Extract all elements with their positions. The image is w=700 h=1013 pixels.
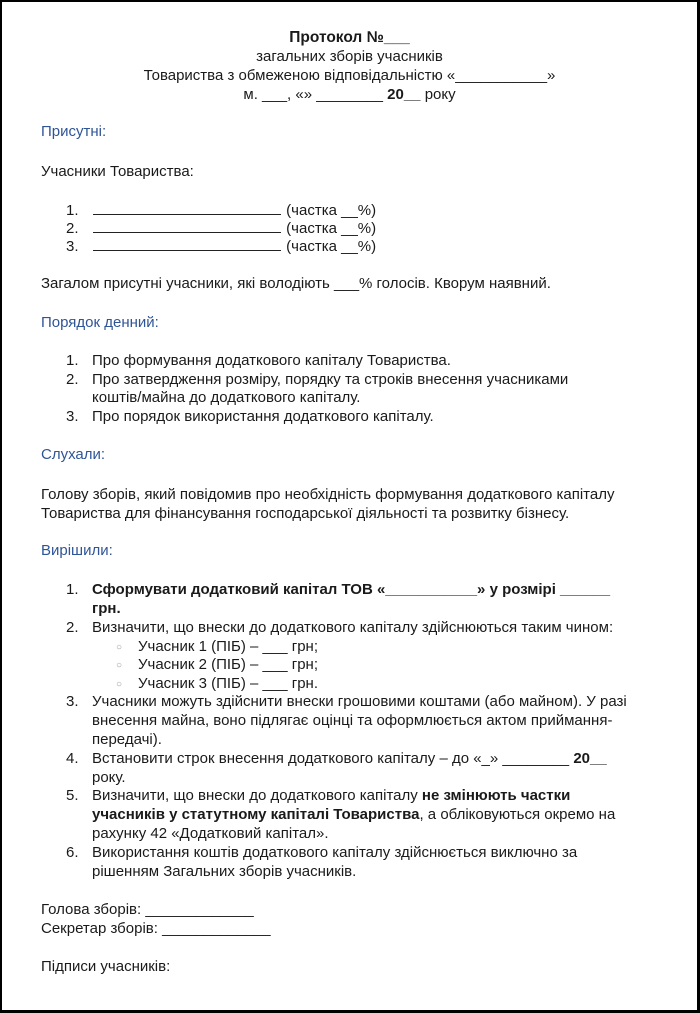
decision-item	[66, 581, 610, 598]
decision-text: Використання коштів додаткового капіталу здійснюється виключно за	[92, 844, 578, 861]
decision-text: Учасники можуть здійснити внески грошовими коштами (або майном). У разі	[92, 693, 627, 710]
decision-text: Визначити, що внески до додаткового капіталу здійснюються таким чином:	[92, 619, 614, 636]
section-heading-present: Присутні:	[41, 123, 107, 140]
participant-row	[66, 237, 376, 255]
deadline-year: 20__	[573, 750, 607, 767]
document-title: Протокол №___	[289, 29, 410, 46]
list-number: 6.	[66, 844, 79, 861]
list-number: 1.	[66, 202, 79, 219]
decision-text-continued: рахунку 42 «Додатковий капітал».	[92, 825, 329, 842]
decision-item	[66, 750, 607, 767]
decision-text: Встановити строк внесення додаткового капіталу – до «_» ________	[92, 750, 574, 767]
decision-item	[66, 619, 613, 636]
participant-row	[66, 219, 376, 237]
decision-text-continued: передачі).	[92, 731, 162, 748]
list-number: 4.	[66, 750, 79, 767]
participants-signatures-label: Підписи учасників:	[41, 958, 171, 975]
quorum-text: Загалом присутні учасники, які володіють ___% голосів. Кворум наявний.	[41, 275, 551, 292]
participants-label: Учасники Товариства:	[41, 163, 194, 180]
decision-emphasis: не змінюють частки	[421, 787, 571, 804]
year-suffix: року	[424, 86, 456, 103]
contribution-subitem	[116, 675, 318, 692]
circle-bullet-icon: ○	[116, 659, 123, 671]
agenda-item	[66, 371, 568, 388]
year: 20__	[387, 86, 421, 103]
agenda-text: Про формування додаткового капіталу Товариства.	[92, 352, 451, 369]
decision-text: Визначити, що внески до додаткового капіталу	[92, 787, 422, 804]
list-number: 5.	[66, 787, 79, 804]
list-number: 2.	[66, 371, 79, 388]
name-blank	[93, 219, 281, 233]
circle-bullet-icon: ○	[116, 641, 123, 653]
secretary-signature-line: Секретар зборів: _____________	[41, 920, 271, 937]
heard-text: Голову зборів, який повідомив про необхідність формування додаткового капіталу	[41, 486, 615, 503]
place-date: м. ___, «» ________	[243, 86, 383, 103]
name-blank	[93, 201, 281, 215]
agenda-text: Про порядок використання додаткового капіталу.	[92, 408, 434, 425]
agenda-text: Про затвердження розміру, порядку та строків внесення учасниками	[92, 371, 569, 388]
section-heading-heard: Слухали:	[41, 446, 106, 463]
list-number: 2.	[66, 619, 79, 636]
decision-text: , а обліковуються окремо на	[419, 806, 616, 823]
list-number: 1.	[66, 581, 79, 598]
decision-text-continued: внесення майна, воно підлягає оцінці та оформлюється актом приймання-	[92, 712, 613, 729]
section-heading-agenda: Порядок денний:	[41, 314, 159, 331]
document-subtitle: загальних зборів учасників	[256, 48, 443, 65]
decision-text-continued: рішенням Загальних зборів учасників.	[92, 863, 357, 880]
share-text: (частка __%)	[286, 238, 377, 255]
decision-emphasis: учасників у статутному капіталі Товариства	[92, 806, 420, 823]
company-line: Товариства з обмеженою відповідальністю «___________»	[143, 67, 556, 84]
list-number: 1.	[66, 352, 79, 369]
chair-signature-line: Голова зборів: _____________	[41, 901, 254, 918]
decision-text-continued: грн.	[92, 600, 121, 617]
share-text: (частка __%)	[286, 220, 377, 237]
contribution-text: Учасник 2 (ПІБ) – ___ грн;	[138, 656, 319, 673]
section-heading-decided: Вирішили:	[41, 542, 113, 559]
agenda-item	[66, 408, 434, 425]
list-number: 3.	[66, 238, 79, 255]
list-number: 3.	[66, 408, 79, 425]
place-date-line	[2, 86, 697, 103]
contribution-subitem	[116, 638, 318, 655]
decision-text-continued	[92, 806, 615, 823]
contribution-text: Учасник 1 (ПІБ) – ___ грн;	[138, 638, 319, 655]
list-number: 3.	[66, 693, 79, 710]
agenda-text-continued: коштів/майна до додаткового капіталу.	[92, 389, 361, 406]
heard-text: Товариства для фінансування господарської діяльності та розвитку бізнесу.	[41, 505, 570, 522]
decision-text-continued: року.	[92, 769, 126, 786]
contribution-text: Учасник 3 (ПІБ) – ___ грн.	[138, 675, 319, 692]
decision-item	[66, 693, 627, 710]
agenda-item	[66, 352, 451, 369]
decision-text: Сформувати додатковий капітал ТОВ «___________» у розмірі ______	[92, 581, 611, 598]
list-number: 2.	[66, 220, 79, 237]
contribution-subitem	[116, 656, 318, 673]
decision-item	[66, 787, 570, 804]
decision-item	[66, 844, 577, 861]
name-blank	[93, 237, 281, 251]
participant-row	[66, 201, 376, 219]
share-text: (частка __%)	[286, 202, 377, 219]
circle-bullet-icon: ○	[116, 678, 123, 690]
